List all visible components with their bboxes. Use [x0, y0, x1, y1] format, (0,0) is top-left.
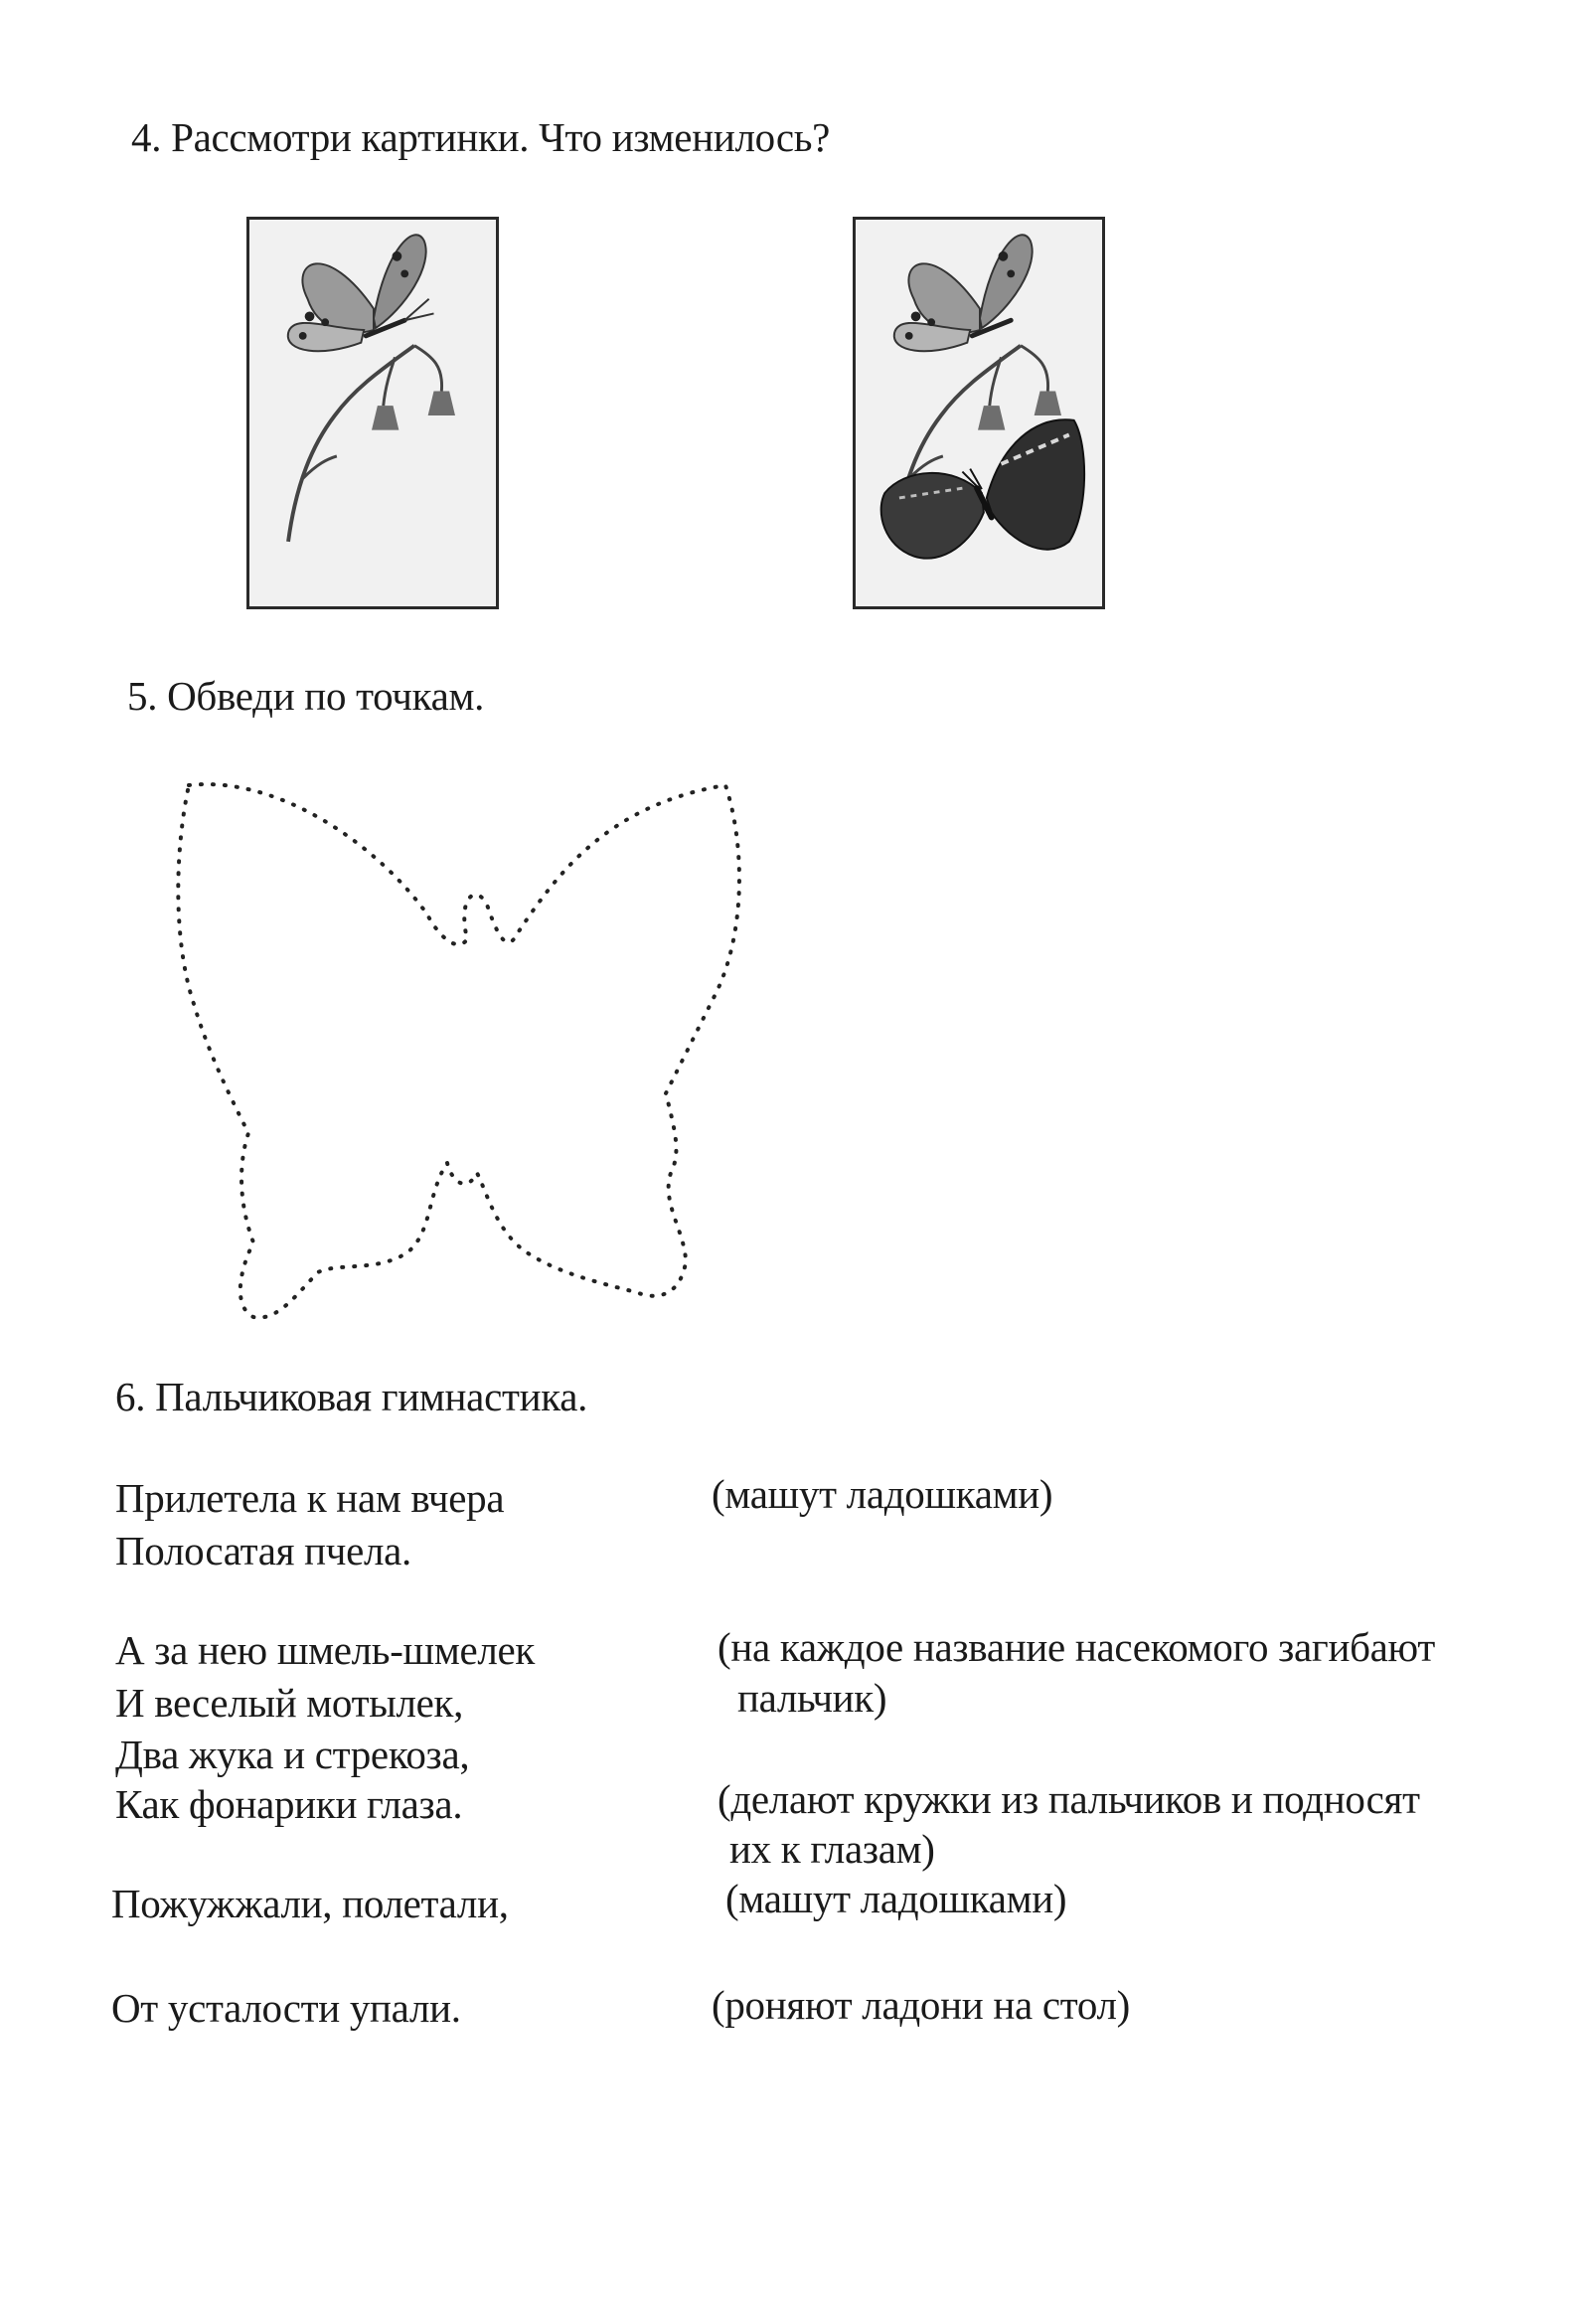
- picture-before: [246, 217, 499, 609]
- poem-line: Полосатая пчела.: [115, 1528, 411, 1573]
- butterfly-on-bellflower-icon: [249, 220, 496, 606]
- poem-note: их к глазам): [729, 1826, 935, 1872]
- dotted-butterfly-outline-icon[interactable]: [159, 765, 755, 1332]
- task-6-title: 6. Пальчиковая гимнастика.: [115, 1374, 588, 1419]
- poem-line: А за нею шмель-шмелек: [115, 1627, 536, 1673]
- task-4-title: 4. Рассмотри картинки. Что изменилось?: [131, 114, 831, 160]
- poem-line: Как фонарики глаза.: [115, 1781, 463, 1827]
- poem-note: (машут ладошками): [712, 1471, 1053, 1517]
- poem-note: пальчик): [737, 1675, 887, 1721]
- poem-line: Прилетела к нам вчера: [115, 1475, 505, 1521]
- poem-line: От усталости упали.: [111, 1985, 461, 2031]
- poem-note: (на каждое название насекомого загибают: [718, 1624, 1435, 1670]
- poem-note: (роняют ладони на стол): [712, 1982, 1130, 2028]
- poem-line: И веселый мотылек,: [115, 1680, 464, 1726]
- poem-line: Пожужжали, полетали,: [111, 1881, 509, 1926]
- poem-note: (делают кружки из пальчиков и подносят: [718, 1776, 1420, 1822]
- task-5-title: 5. Обведи по точкам.: [127, 673, 485, 719]
- poem-line: Два жука и стрекоза,: [115, 1732, 470, 1777]
- picture-after: [853, 217, 1105, 609]
- two-butterflies-on-bellflower-icon: [856, 220, 1102, 606]
- poem-note: (машут ладошками): [725, 1876, 1067, 1921]
